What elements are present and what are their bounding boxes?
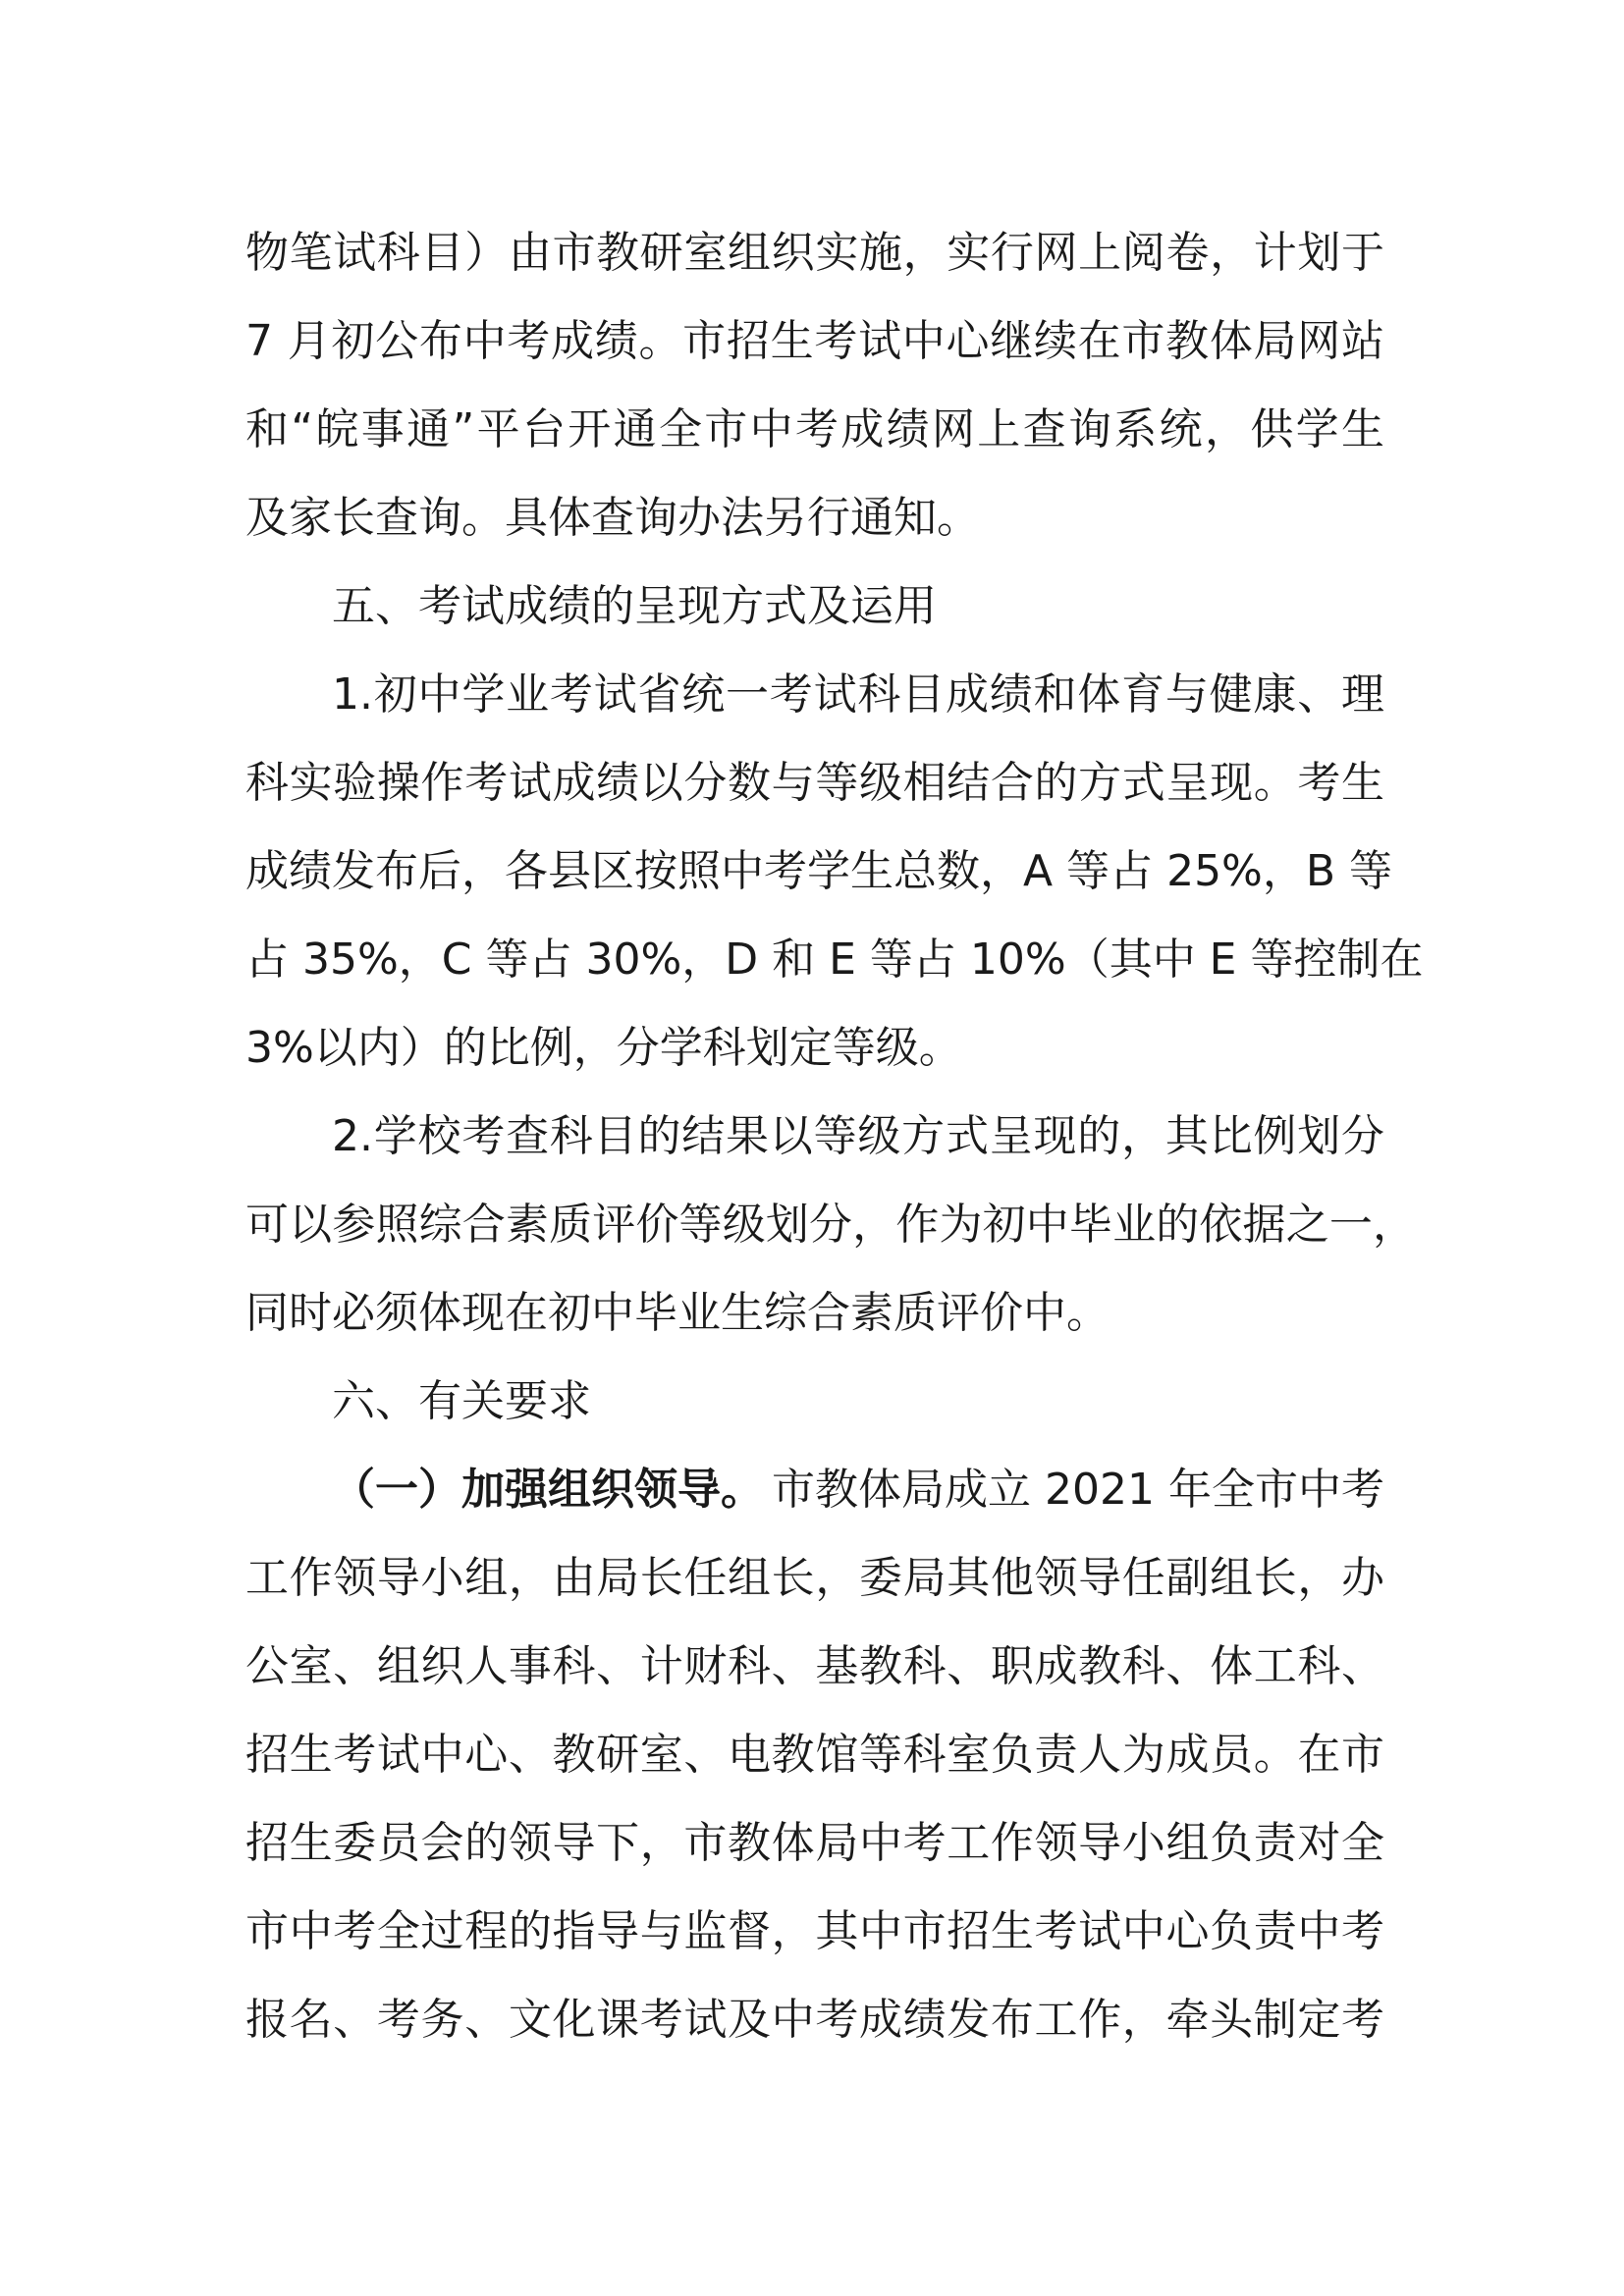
paragraph-line: 同时必须体现在初中毕业生综合素质评价中。 — [245, 1288, 1110, 1338]
paragraph-line: 及家长查询。具体查询办法另行通知。 — [245, 493, 980, 543]
paragraph-line-rest: 市教体局成立 2021 年全市中考 — [772, 1465, 1384, 1515]
paragraph-first-line — [332, 1461, 1384, 1520]
paragraph-line: 和“皖事通”平台开通全市中考成绩网上查询系统，供学生 — [245, 404, 1384, 454]
paragraph-line: 科实验操作考试成绩以分数与等级相结合的方式呈现。考生 — [245, 758, 1384, 808]
paragraph-line: 3%以内）的比例，分学科划定等级。 — [245, 1023, 962, 1073]
paragraph-line: 招生考试中心、教研室、电教馆等科室负责人为成员。在市 — [245, 1730, 1384, 1780]
paragraph-line: 占 35%，C 等占 30%，D 和 E 等占 10%（其中 E 等控制在 — [245, 934, 1424, 985]
paragraph-line: 7 月初公布中考成绩。市招生考试中心继续在市教体局网站 — [245, 316, 1384, 366]
paragraph-line: 可以参照综合素质评价等级划分，作为初中毕业的依据之一， — [245, 1200, 1416, 1250]
paragraph-line: 物笔试科目）由市教研室组织实施，实行网上阅卷，计划于 — [245, 228, 1384, 278]
paragraph-line: 报名、考务、文化课考试及中考成绩发布工作，牵头制定考 — [245, 1995, 1384, 2045]
paragraph-line: 公室、组织人事科、计财科、基教科、职成教科、体工科、 — [245, 1641, 1384, 1691]
section-heading: 六、有关要求 — [332, 1376, 591, 1426]
paragraph-line: 2.学校考查科目的结果以等级方式呈现的，其比例划分 — [332, 1111, 1384, 1161]
section-heading: 五、考试成绩的呈现方式及运用 — [332, 581, 937, 631]
bold-lead: （一）加强组织领导。 — [332, 1465, 764, 1515]
paragraph-line: 工作领导小组，由局长任组长，委局其他领导任副组长，办 — [245, 1553, 1384, 1603]
paragraph-line: 市中考全过程的指导与监督，其中市招生考试中心负责中考 — [245, 1906, 1384, 1956]
paragraph-line: 1.初中学业考试省统一考试科目成绩和体育与健康、理 — [332, 669, 1384, 720]
paragraph-line: 招生委员会的领导下，市教体局中考工作领导小组负责对全 — [245, 1818, 1384, 1868]
paragraph-line: 成绩发布后，各县区按照中考学生总数，A 等占 25%，B 等 — [245, 846, 1393, 896]
